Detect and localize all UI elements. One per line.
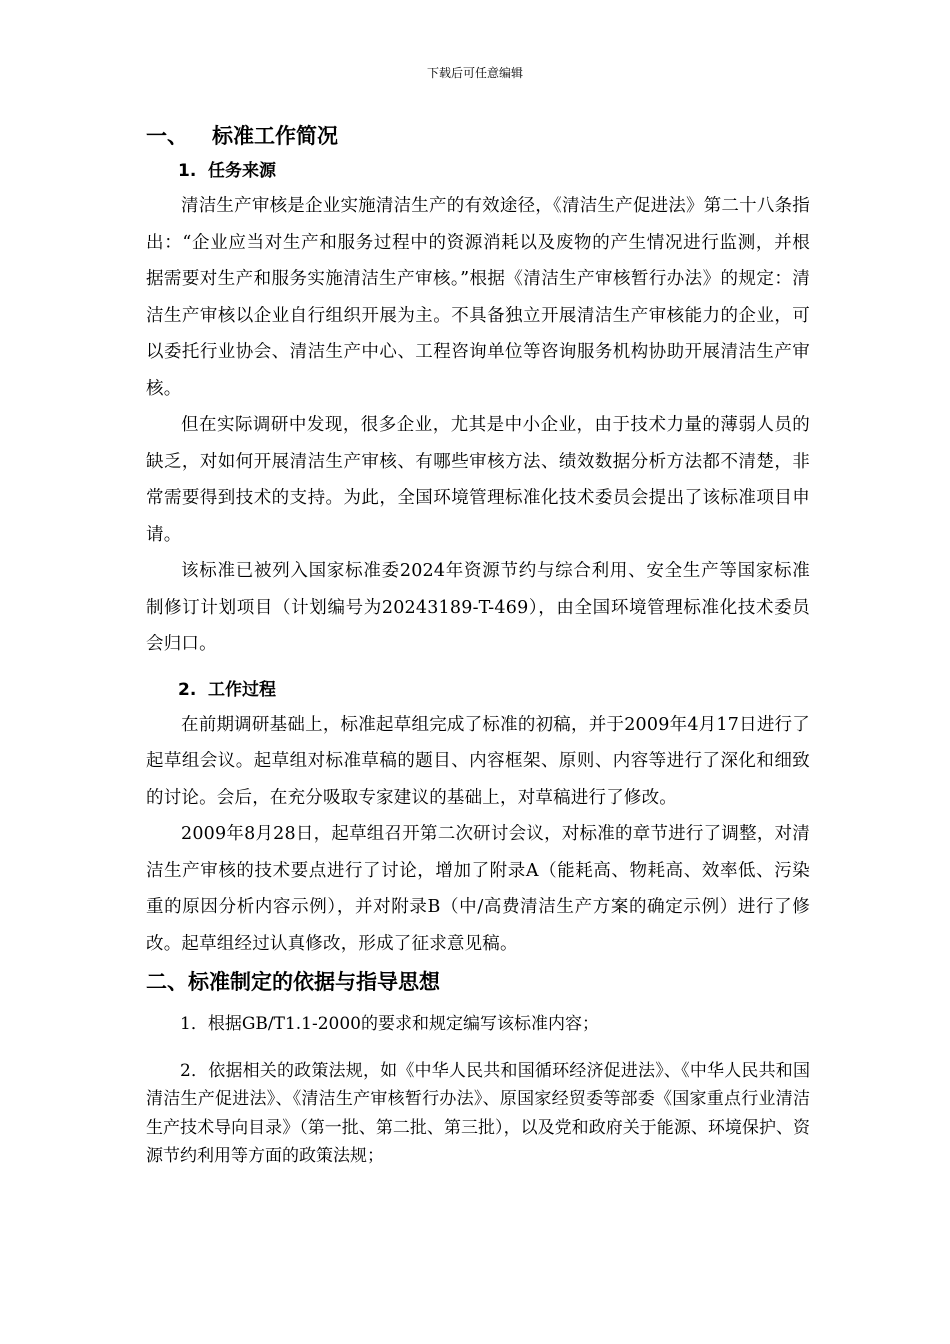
subsection-2-title: 工作过程 (208, 679, 276, 700)
paragraph: 2009年8月28日，起草组召开第二次研讨会议，对标准的章节进行了调整，对清洁生产审核的技术要点进行了讨论，增加了附录A（能耗高、物耗高、效率低、污染重的原因分析内容示例），并对附录B（中/高费清洁生产方案的确定示例）进行了修改。起草组经过认真修改，形成了征求意见稿。 (146, 824, 810, 954)
subsection-2-heading (146, 673, 810, 707)
list-item: 2．依据相关的政策法规，如《中华人民共和国循环经济促进法》、《中华人民共和国清洁生产促进法》、《清洁生产审核暂行办法》、原国家经贸委等部委《国家重点行业清洁生产技术导向目录》（第一批、第二批、第三批），以及党和政府关于能源、环境保护、资源节约利用等方面的政策法规； (146, 1060, 810, 1166)
subsection-2-number: 2. (178, 679, 197, 700)
paragraph: 在前期调研基础上，标准起草组完成了标准的初稿，并于2009年4月17日进行了起草组会议。起草组对标准草稿的题目、内容框架、原则、内容等进行了深化和细致的讨论。会后，在充分吸取专家建议的基础上，对草稿进行了修改。 (146, 714, 810, 808)
list-item: 1．根据GB/T1.1-2000的要求和规定编写该标准内容； (180, 1014, 599, 1034)
section-1-title: 标准工作简况 (212, 124, 338, 148)
paragraph: 该标准已被列入国家标准委2024年资源节约与综合利用、安全生产等国家标准制修订计划项目（计划编号为20243189-T-469），由全国环境管理标准化技术委员会归口。 (146, 561, 810, 654)
subsection-1-number: 1. (178, 161, 197, 181)
page-header-note: 下载后可任意编辑 (426, 66, 523, 80)
subsection-1-title: 任务来源 (208, 161, 276, 181)
paragraph: 清洁生产审核是企业实施清洁生产的有效途径，《清洁生产促进法》第二十八条指出：“企业应当对生产和服务过程中的资源消耗以及废物的产生情况进行监测，并根据需要对生产和服务实施清洁生产审核。”根据《清洁生产审核暂行办法》的规定：清洁生产审核以企业自行组织开展为主。不具备独立开展清洁生产审核能力的企业，可以委托行业协会、清洁生产中心、工程咨询单位等咨询服务机构协助开展清洁生产审核。 (146, 196, 810, 399)
section-1-heading (146, 118, 810, 154)
subsection-1-heading (146, 154, 810, 188)
document-body (146, 118, 810, 1171)
section-1-number: 一、 (146, 124, 188, 148)
section-2-heading: 二、标准制定的依据与指导思想 (146, 970, 440, 994)
paragraph: 但在实际调研中发现，很多企业，尤其是中小企业，由于技术力量的薄弱人员的缺乏，对如何开展清洁生产审核、有哪些审核方法、绩效数据分析方法都不清楚，非常需要得到技术的支持。为此，全国环境管理标准化技术委员会提出了该标准项目申请。 (146, 415, 810, 545)
